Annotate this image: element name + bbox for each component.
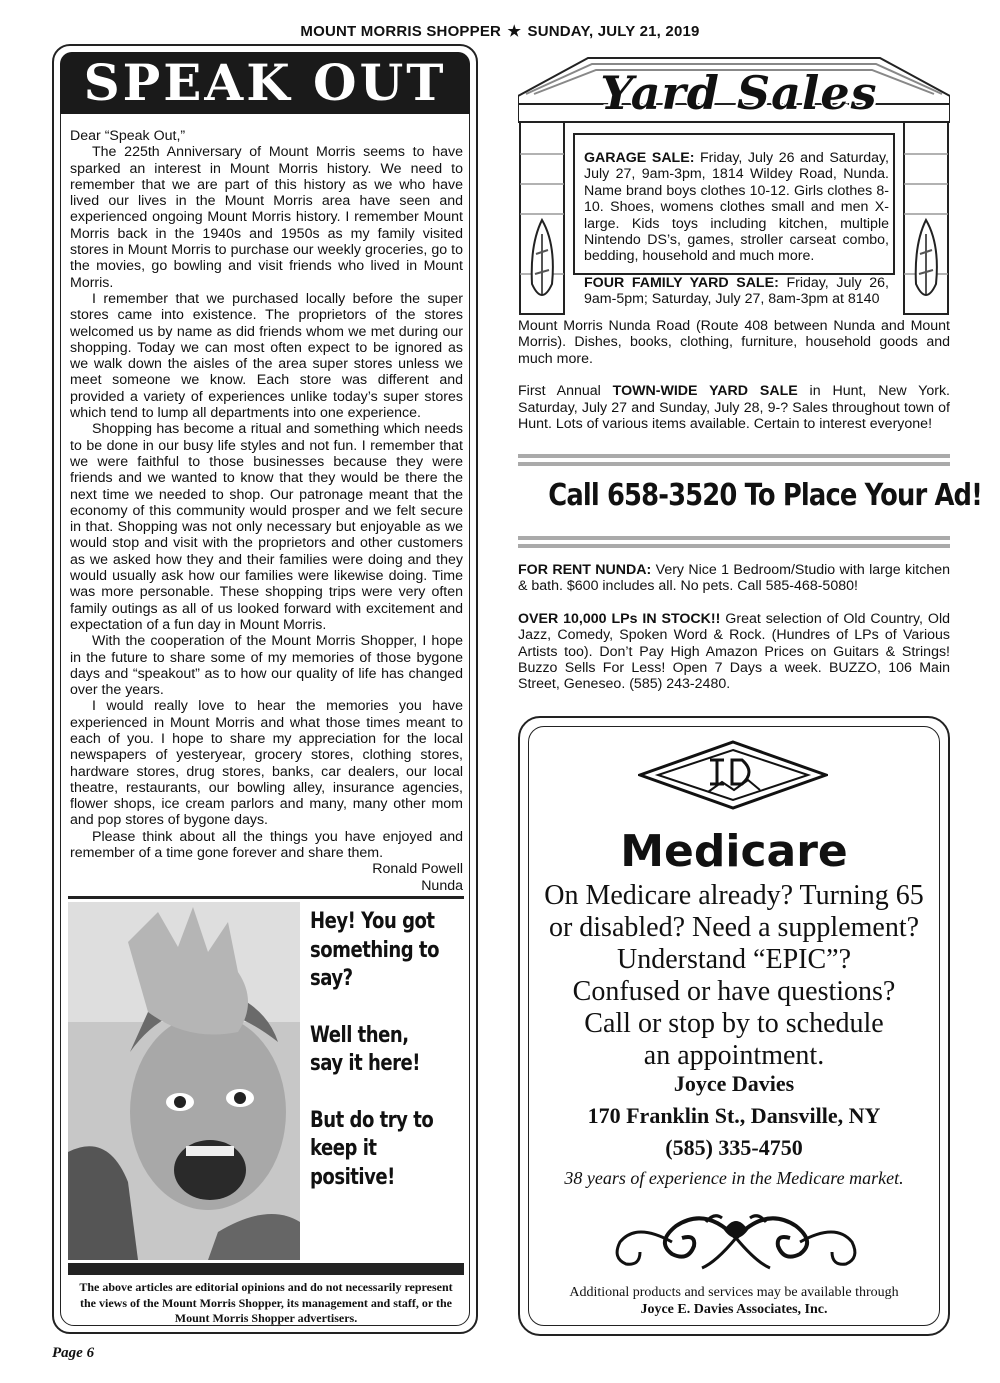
letter-paragraph: With the cooperation of the Mount Morris Shopper, I hope in the future to share some of my memories of those bygone days and “speakout” as to how our quality of life has changed over the years. <box>70 633 463 699</box>
letter-salutation: Dear “Speak Out,” <box>70 128 186 144</box>
medicare-line: an appointment. <box>643 1040 825 1071</box>
publication-date: SUNDAY, JULY 21, 2019 <box>527 23 700 40</box>
letter-paragraph: Please think about all the things you have enjoyed and remember of a time gone forever and share them. <box>70 828 463 862</box>
medicare-line: Understand “EPIC”? <box>616 944 852 975</box>
medicare-line: On Medicare already? Turning 65 <box>544 880 924 911</box>
classified-ad <box>518 562 950 595</box>
medicare-body <box>520 880 948 1072</box>
ad-prefix: First Annual <box>518 383 613 400</box>
medicare-line: Call or stop by to schedule <box>584 1008 884 1039</box>
yard-sales-title: Yard Sales <box>600 66 878 120</box>
yard-sales-continued <box>518 318 950 448</box>
divider <box>518 536 950 540</box>
medicare-ad <box>518 716 950 1336</box>
callout-line: Hey! You got something to say? <box>310 909 439 991</box>
medicare-line: Confused or have questions? <box>572 976 896 1007</box>
signature-name: Ronald Powell <box>372 861 463 878</box>
letter-paragraph: I remember that we purchased locally before the super stores came into existence. The proprietors of the stores welcomed us by name as did friends whom we met during our shopping. Today we can most often expect to be ignored as we walk down the aisles of the area super stores unless we meet someone we know. Each store was different and provided a variety of experiences unlike today’s super stores which tend to lump all departments into one experience. <box>70 290 463 422</box>
page-number: Page 6 <box>52 1345 95 1361</box>
classifieds <box>518 562 950 709</box>
star-icon: ★ <box>507 23 522 40</box>
signature-town: Nunda <box>421 877 463 894</box>
speak-out-section <box>52 44 478 1334</box>
experience-tagline: 38 years of experience in the Medicare market. <box>564 1168 904 1188</box>
ad-lead: TOWN-WIDE YARD SALE <box>612 383 798 400</box>
ad-lead: FOUR FAMILY YARD SALE: <box>584 274 779 291</box>
medicare-footer <box>520 1284 948 1318</box>
callout-line: But do try to keep it positive! <box>310 1107 434 1190</box>
divider <box>68 1263 464 1275</box>
ad-lead: OVER 10,000 LPs IN STOCK!! <box>518 610 721 627</box>
divider <box>518 462 950 466</box>
agent-name: Joyce Davies <box>673 1071 795 1096</box>
yard-sale-ad <box>584 275 889 308</box>
ad-text: Friday, July 26 and Saturday, July 27, 9am-3pm, 1814 Wildey Road, Nunda. Name brand boys clothes 10-12. Girls clothes 8-10. Shoes, womens clothes small and men X-large. Kids toys including kitchen, multiple Nintendo DS’s, games, stroller carseat combo, bedding, household and much more. <box>584 150 889 265</box>
medicare-title: Medicare <box>620 826 848 877</box>
page-header <box>0 22 1000 40</box>
yard-sale-ad <box>584 150 889 265</box>
agent-address: 170 Franklin St., Dansville, NY <box>587 1103 881 1128</box>
ad-text: in Hunt, New York. Saturday, July 27 and Sunday, July 28, 9-? Sales throughout town of Hunt. Lots of various items available. Certain to interest everyone! <box>518 383 950 433</box>
divider <box>518 544 950 548</box>
letter-body <box>70 128 463 894</box>
speak-out-callout <box>310 908 441 1220</box>
yard-sale-ad-continued: Mount Morris Nunda Road (Route 408 between Nunda and Mount Morris). Dishes, books, clothing, furniture, household goods and much more. <box>518 318 950 367</box>
letter-paragraph: Shopping has become a ritual and something which needs to be done in our busy life styles and not fun. I remember that we were faithful to those businesses because they were friends and we wanted to know that they would be there the next time we needed to shop. Our patronage meant that the economy of this community would prosper and we felt secure in that. Shopping was not only necessary but enjoyable as we would stop and visit with the proprietors and other customers as we asked how they and their families were doing and they would usually ask how our families were likewise doing. Time was more personable. These shopping trips were very often family outings as all of us looked forward with excitement and expectation of a fun day in Mount Morris. <box>70 421 463 633</box>
shouting-boy-photo <box>68 902 300 1260</box>
medicare-line: or disabled? Need a supplement? <box>548 912 920 943</box>
classified-ad <box>518 611 950 693</box>
place-ad-banner: Call 658-3520 To Place Your Ad! <box>548 478 983 513</box>
speak-out-banner: SPEAK OUT <box>60 52 470 114</box>
agent-contact <box>520 1068 948 1164</box>
flourish-ornament-icon <box>606 1202 866 1274</box>
letter-paragraph: I would really love to hear the memories you have experienced in Mount Morris and what those times meant to each of you. I hope to share my appreciation for the local newspapers of yesteryear, grocery stores, clothing stores, hardware stores, drug stores, banks, car dealers, our local theatre, restaurants, our bowling alley, insurance agencies, flower shops, ice cream parlors and many, many other mom and pop stores of bygone days. <box>70 698 463 829</box>
yard-sales-listings <box>584 150 889 318</box>
ad-text: Friday, July 26, 9am-5pm; Saturday, July 27, 8am-3pm at 8140 <box>584 274 889 308</box>
ad-text: Very Nice 1 Bedroom/Studio with large kitchen & bath. $600 includes all. No pets. Call 585-468-5080! <box>518 562 950 595</box>
agent-phone: (585) 335-4750 <box>665 1135 803 1160</box>
yard-sale-ad <box>518 383 950 432</box>
diamond-logo-icon <box>638 740 828 810</box>
ad-lead: FOR RENT NUNDA: <box>518 562 652 578</box>
publication-name: MOUNT MORRIS SHOPPER <box>300 23 502 40</box>
editorial-disclaimer: The above articles are editorial opinions and do not necessarily represent the views of the Mount Morris Shopper, its management and staff, or the Mount Morris Shopper advertisers. <box>79 1280 453 1325</box>
ad-text: Great selection of Old Country, Old Jazz, Comedy, Spoken Word & Rock. (Hundres of LPs of Various Artists too). Don’t Pay High Amazon Prices on Guitars & Strings! Buzzo Sells For Less! Open 7 Days a week. BUZZO, 106 Main Street, Geneseo. (585) 243-2480. <box>518 610 950 693</box>
divider <box>68 896 464 899</box>
letter-paragraph: The 225th Anniversary of Mount Morris seems to have sparked an interest in Mount Morris history. We need to remember that we are part of this history as we who have lived our lives in the Mount Morris area have seen and experienced ongoing Mount Morris history. I remember Mount Morris back in the 1940s and 1950s as my family visited stores in Mount Morris to purchase our weekly groceries, go to the movies, go bowling and visit friends who lived in Mount Morris. <box>70 144 463 291</box>
ad-lead: GARAGE SALE: <box>584 150 695 166</box>
divider <box>518 454 950 458</box>
footer-note: Additional products and services may be available through <box>569 1285 899 1300</box>
footer-company: Joyce E. Davies Associates, Inc. <box>640 1302 828 1317</box>
callout-line: Well then, say it here! <box>310 1022 421 1076</box>
